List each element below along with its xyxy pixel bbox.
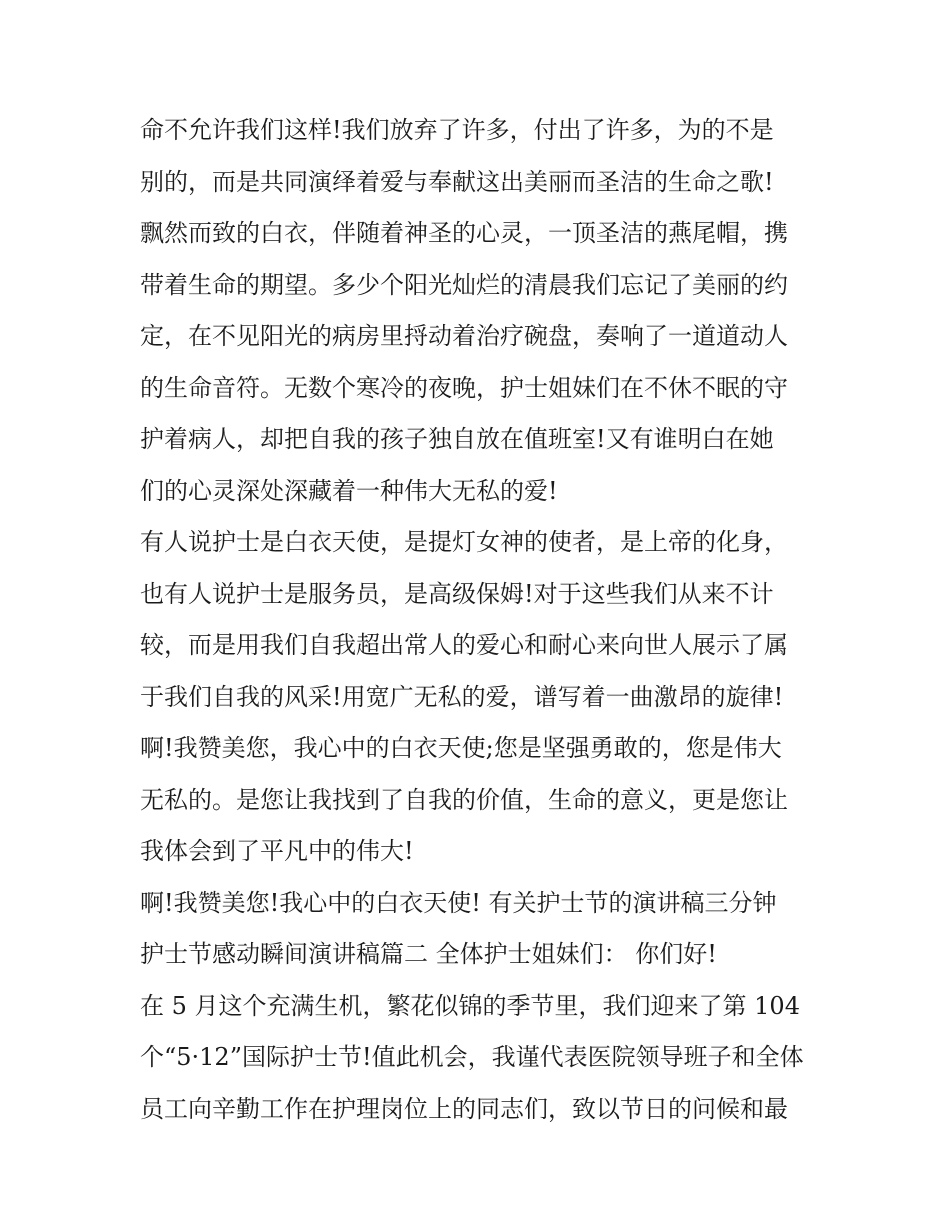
text-line: 命不允许我们这样!我们放弃了许多，付出了许多，为的不是 <box>140 116 774 144</box>
text-line: 员工向辛勤工作在护理岗位上的同志们，致以节日的问候和最 <box>140 1094 788 1123</box>
text-line: 无私的。是您让我找到了自我的价值，生命的意义，更是您让 <box>140 785 788 814</box>
text-line: 也有人说护士是服务员，是高级保姆!对于这些我们从来不计 <box>140 579 774 608</box>
text-line: 护士节感动瞬间演讲稿篇二 全体护士姐妹们： 你们好! <box>140 940 717 968</box>
text-line: 定，在不见阳光的病房里捋动着治疗碗盘，奏响了一道道动人 <box>140 322 788 350</box>
text-line: 我体会到了平凡中的伟大! <box>140 837 414 865</box>
text-line: 啊!我赞美您!我心中的白衣天使! 有关护士节的演讲稿三分钟 <box>140 888 777 917</box>
text-line: 们的心灵深处深藏着一种伟大无私的爱! <box>140 476 558 505</box>
text-line: 的生命音符。无数个寒冷的夜晚，护士姐妹们在不休不眠的守 <box>140 373 788 402</box>
text-line: 在 5 月这个充满生机，繁花似锦的季节里，我们迎来了第 104 <box>140 991 800 1020</box>
document-body <box>140 105 820 1135</box>
text-line: 个“5·12”国际护士节!值此机会，我谨代表医院领导班子和全体 <box>140 1043 804 1071</box>
text-line: 带着生命的期望。多少个阳光灿烂的清晨我们忘记了美丽的约 <box>140 270 788 299</box>
text-line: 飘然而致的白衣，伴随着神圣的心灵，一顶圣洁的燕尾帽，携 <box>140 219 788 247</box>
text-line: 别的，而是共同演绎着爱与奉献这出美丽而圣洁的生命之歌! <box>140 167 774 196</box>
text-line: 有人说护士是白衣天使，是提灯女神的使者，是上帝的化身， <box>140 528 788 556</box>
text-line: 啊!我赞美您，我心中的白衣天使;您是坚强勇敢的，您是伟大 <box>140 734 782 762</box>
text-line: 较，而是用我们自我超出常人的爱心和耐心来向世人展示了属 <box>140 631 788 659</box>
text-line: 护着病人，却把自我的孩子独自放在值班室!又有谁明白在她 <box>140 425 774 453</box>
text-line: 于我们自我的风采!用宽广无私的爱，谱写着一曲激昂的旋律! <box>140 682 784 711</box>
